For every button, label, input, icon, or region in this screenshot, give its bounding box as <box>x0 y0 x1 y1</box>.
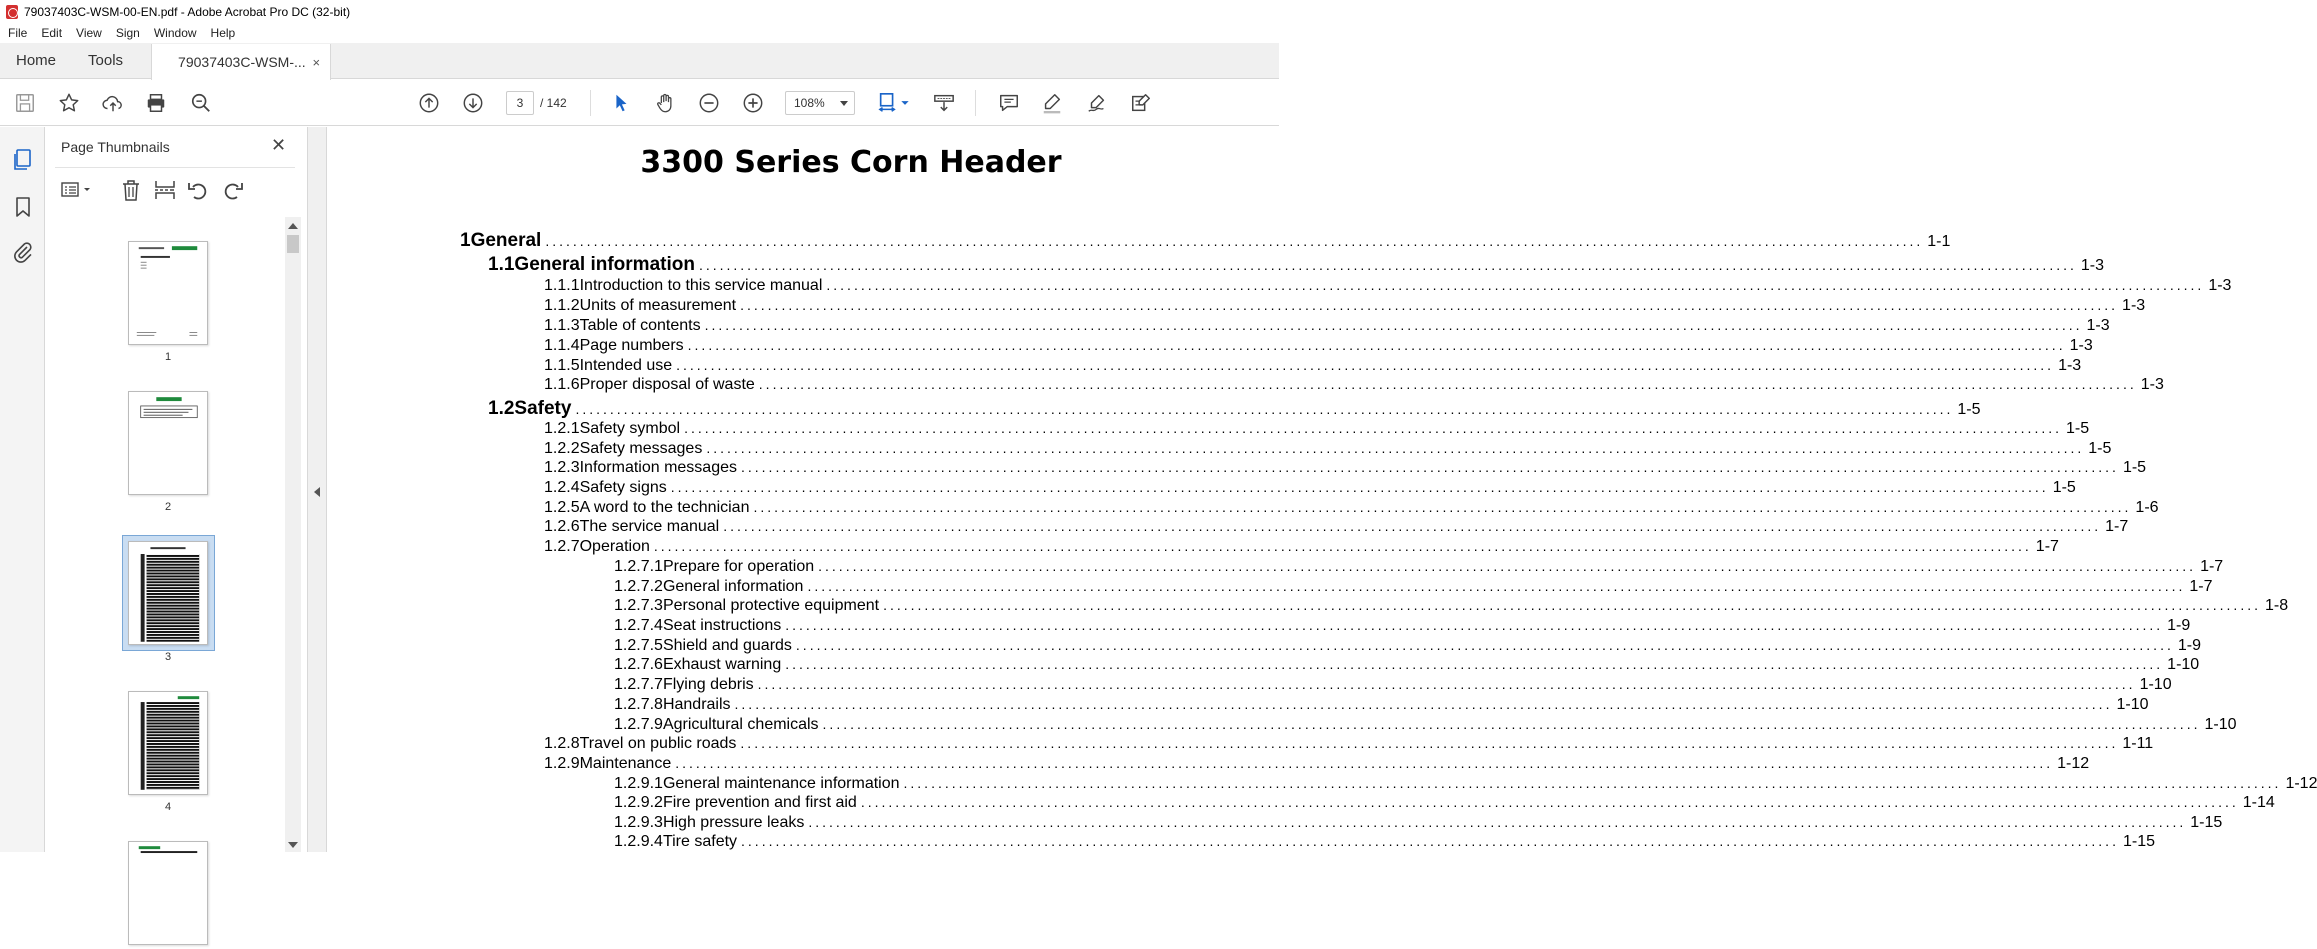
toc-entry-page: 1-3 <box>2080 257 2105 274</box>
toc-entry[interactable] <box>544 479 2076 497</box>
toc-entry-page: 1-5 <box>2122 459 2147 476</box>
toc-entry-number: 1.2.7.6 <box>614 656 663 673</box>
toc-entry[interactable] <box>614 578 2213 596</box>
toc-entry-page: 1-3 <box>2058 357 2082 374</box>
zoom-out-icon[interactable] <box>697 91 721 115</box>
toc-entry[interactable] <box>460 230 1951 252</box>
extract-pages-icon[interactable] <box>153 179 177 201</box>
toc-leader-dots: ........................................................................................................................................................................................................ <box>818 558 2197 574</box>
toc-leader-dots: ........................................................................................................................................................................................................ <box>575 401 1954 417</box>
panel-divider <box>55 167 295 168</box>
toc-leader-dots: ........................................................................................................................................................................................................ <box>808 814 2187 830</box>
toc-entry-text: Flying debris <box>662 676 754 693</box>
toc-entry[interactable] <box>544 499 2159 517</box>
toc-leader-dots: ........................................................................................................................................................................................................ <box>785 617 2164 633</box>
toc-leader-dots: ........................................................................................................................................................................................................ <box>704 317 2083 333</box>
toc-entry[interactable] <box>614 597 2289 615</box>
toc-entry-page: 1-11 <box>2122 735 2154 752</box>
thumbnail-scrollbar[interactable] <box>285 217 301 852</box>
toc-leader-dots: ........................................................................................................................................................................................................ <box>698 257 2077 273</box>
zoom-search-icon[interactable] <box>189 91 213 115</box>
toc-leader-dots: ........................................................................................................................................................................................................ <box>753 499 2132 515</box>
toc-entry-page: 1-7 <box>2189 578 2213 595</box>
toc-entry-page: 1-5 <box>2088 440 2112 457</box>
toc-entry-text: General information <box>662 578 804 595</box>
toc-leader-dots: ........................................................................................................................................................................................................ <box>675 755 2054 771</box>
toc-leader-dots: ........................................................................................................................................................................................................ <box>723 518 2102 534</box>
toc-entry[interactable] <box>614 833 2155 851</box>
toc-entry[interactable] <box>614 656 2200 674</box>
tab-home[interactable]: Home <box>16 52 57 69</box>
close-panel-icon[interactable]: ✕ <box>271 135 287 155</box>
toc-leader-dots: ........................................................................................................................................................................................................ <box>684 420 2063 436</box>
toc-leader-dots: ........................................................................................................................................................................................................ <box>741 833 2119 849</box>
toc-entry[interactable] <box>614 775 2317 793</box>
window-title: 79037403C-WSM-00-EN.pdf - Adobe Acrobat Pro DC (32-bit) <box>24 4 351 19</box>
toc-entry-number: 1.2.7.2 <box>614 578 663 595</box>
toc-entry-text: Units of measurement <box>579 297 737 314</box>
toc-entry-page: 1-3 <box>2069 337 2093 354</box>
toc-entry-page: 1-7 <box>2105 518 2129 535</box>
toc-entry[interactable] <box>544 755 2090 773</box>
toc-entry-text: Introduction to this service manual <box>579 277 823 294</box>
page-up-icon[interactable] <box>417 91 441 115</box>
toc-entry[interactable] <box>544 357 2082 375</box>
toc-entry[interactable] <box>614 558 2224 576</box>
toc-entry[interactable] <box>544 420 2090 438</box>
toc-entry-page: 1-3 <box>2122 297 2146 314</box>
toc-leader-dots: ........................................................................................................................................................................................................ <box>734 696 2113 712</box>
toc-entry-number: 1 <box>460 230 471 251</box>
title-bar <box>0 0 1279 23</box>
tab-bar <box>0 43 1279 79</box>
toc-entry-page: 1-8 <box>2265 597 2289 614</box>
toc-entry-page: 1-10 <box>2139 676 2172 693</box>
print-icon[interactable] <box>144 91 168 115</box>
toc-entry-number: 1.1.2 <box>544 297 580 314</box>
thumbnail-list <box>45 217 285 852</box>
toc-entry-page: 1-5 <box>2066 420 2090 437</box>
toc-entry-number: 1.2.7.8 <box>614 696 663 713</box>
toc-entry-number: 1.2.9.4 <box>614 833 663 850</box>
close-tab-icon[interactable]: × <box>312 54 321 70</box>
toc-leader-dots: ........................................................................................................................................................................................................ <box>676 357 2055 373</box>
acrobat-app-icon <box>6 5 18 19</box>
toc-leader-dots: ........................................................................................................................................................................................................ <box>545 233 1924 249</box>
page-thumbnail[interactable] <box>128 241 208 345</box>
toc-entry-number: 1.2.9.3 <box>614 814 663 831</box>
toc-entry[interactable] <box>544 337 2093 355</box>
highlight-pen-icon[interactable] <box>1040 91 1064 115</box>
toc-entry-text: Maintenance <box>579 755 672 772</box>
toc-entry-text: Safety signs <box>579 479 667 496</box>
toc-entry-page: 1-1 <box>1927 233 1951 250</box>
hand-icon[interactable] <box>653 91 677 115</box>
toc-entry-text: Fire prevention and first aid <box>662 794 857 811</box>
toc-entry-number: 1.2.9.1 <box>614 775 663 792</box>
tab-tools[interactable]: Tools <box>88 52 124 69</box>
toc-leader-dots: ........................................................................................................................................................................................................ <box>822 716 2201 732</box>
document-title: 3300 Series Corn Header <box>640 145 1062 180</box>
page-thumbnail[interactable] <box>128 691 208 795</box>
toc-entry-text: Exhaust warning <box>662 656 782 673</box>
toc-entry-text: Operation <box>579 538 650 555</box>
toc-entry[interactable] <box>544 277 2232 295</box>
toc-leader-dots: ........................................................................................................................................................................................................ <box>785 656 2164 672</box>
toc-entry-text: Safety <box>514 398 572 419</box>
toc-entry-number: 1.1.5 <box>544 357 580 374</box>
toc-leader-dots: ........................................................................................................................................................................................................ <box>653 538 2032 554</box>
toc-entry[interactable] <box>614 716 2237 734</box>
toc-entry-text: Table of contents <box>579 317 701 334</box>
toc-entry[interactable] <box>614 814 2223 832</box>
comment-icon[interactable] <box>997 91 1021 115</box>
main-toolbar <box>0 80 1279 126</box>
sign-icon[interactable] <box>1085 91 1109 115</box>
toc-leader-dots: ........................................................................................................................................................................................................ <box>757 676 2136 692</box>
toc-entry[interactable] <box>614 617 2191 635</box>
fill-sign-icon[interactable] <box>1129 91 1153 115</box>
menu-bar <box>0 23 1279 43</box>
toc-entry[interactable] <box>614 696 2149 714</box>
toc-entry-page: 1-12 <box>2057 755 2090 772</box>
delete-pages-icon[interactable] <box>119 179 143 201</box>
toc-entry-page: 1-5 <box>2052 479 2076 496</box>
toc-entry-text: Agricultural chemicals <box>662 716 819 733</box>
toc-entry-number: 1.1 <box>488 254 515 275</box>
toc-entry[interactable] <box>488 398 1981 420</box>
document-tab-label: 79037403C-WSM-... <box>178 54 306 70</box>
toc-entry-number: 1.2.7.3 <box>614 597 663 614</box>
thumbnail-label: 1 <box>164 351 172 363</box>
tab-document[interactable] <box>151 44 331 80</box>
toc-entry-text: Seat instructions <box>662 617 782 634</box>
toc-entry-page: 1-14 <box>2242 794 2275 811</box>
toc-leader-dots: ........................................................................................................................................................................................................ <box>670 479 2049 495</box>
toc-entry-text: High pressure leaks <box>662 814 805 831</box>
toc-leader-dots: ........................................................................................................................................................................................................ <box>687 337 2066 353</box>
toc-leader-dots: ........................................................................................................................................................................................................ <box>860 794 2239 810</box>
toc-entry-number: 1.1.3 <box>544 317 580 334</box>
toc-leader-dots: ........................................................................................................................................................................................................ <box>903 775 2282 791</box>
toc-leader-dots: ........................................................................................................................................................................................................ <box>740 735 2119 751</box>
toc-entry-number: 1.2.5 <box>544 499 580 516</box>
scroll-up-icon[interactable] <box>288 223 298 229</box>
toc-entry-text: General maintenance information <box>662 775 900 792</box>
thumbnail-label: 2 <box>164 501 172 513</box>
toc-entry[interactable] <box>614 676 2172 694</box>
page-thumbnail[interactable] <box>128 841 208 945</box>
toc-entry-number: 1.2.7.9 <box>614 716 663 733</box>
toc-leader-dots: ........................................................................................................................................................................................................ <box>740 297 2119 313</box>
chevron-down-icon <box>840 101 848 106</box>
toc-entry-number: 1.2.1 <box>544 420 580 437</box>
toc-entry-page: 1-5 <box>1957 401 1981 418</box>
toc-entry-text: Handrails <box>662 696 731 713</box>
toc-entry-text: Intended use <box>579 357 673 374</box>
fit-page-icon[interactable] <box>876 91 900 115</box>
menu-view[interactable]: View <box>76 26 102 40</box>
toc-entry[interactable] <box>544 538 2059 556</box>
toc-entry-number: 1.2.3 <box>544 459 580 476</box>
toc-entry-page: 1-9 <box>2177 637 2201 654</box>
toolbar-divider <box>975 90 976 116</box>
toc-entry-text: Prepare for operation <box>662 558 815 575</box>
panel-title: Page Thumbnails <box>61 139 170 155</box>
toc-leader-dots: ........................................................................................................................................................................................................ <box>807 578 2186 594</box>
page-thumbnail-selected[interactable] <box>128 541 208 645</box>
toc-entry[interactable] <box>544 440 2112 458</box>
save-icon[interactable] <box>13 91 37 115</box>
toc-entry-text: General <box>470 230 542 251</box>
upload-icon[interactable] <box>101 91 125 115</box>
collapse-left-icon[interactable] <box>314 487 320 497</box>
toc-entry-text: Safety symbol <box>579 420 681 437</box>
toc-entry-page: 1-3 <box>2140 376 2164 393</box>
toc-entry-number: 1.1.1 <box>544 277 580 294</box>
toc-leader-dots: ........................................................................................................................................................................................................ <box>758 376 2137 392</box>
toc-entry[interactable] <box>544 735 2154 753</box>
document-view[interactable] <box>328 127 2317 852</box>
toc-entry-page: 1-10 <box>2116 696 2149 713</box>
toc-entry[interactable] <box>544 376 2164 394</box>
menu-edit[interactable]: Edit <box>41 26 63 40</box>
toc-leader-dots: ........................................................................................................................................................................................................ <box>741 459 2119 475</box>
toc-entry-text: Shield and guards <box>662 637 792 654</box>
page-number-input[interactable]: 3 <box>506 91 534 115</box>
toc-entry-page: 1-3 <box>2086 317 2110 334</box>
toc-entry-number: 1.2.7.7 <box>614 676 663 693</box>
toc-entry-page: 1-10 <box>2204 716 2237 733</box>
page-thumbnails-icon[interactable] <box>11 148 35 172</box>
toc-entry[interactable] <box>614 637 2201 655</box>
toc-entry[interactable] <box>544 297 2146 315</box>
toc-entry-number: 1.2.9 <box>544 755 580 772</box>
toc-entry[interactable] <box>488 254 2105 276</box>
toc-entry-page: 1-7 <box>2035 538 2059 555</box>
fit-page-dropdown-icon[interactable] <box>900 91 910 115</box>
panel-collapse-bar[interactable] <box>308 127 327 852</box>
rotate-counterclockwise-icon[interactable] <box>186 179 210 201</box>
attachments-icon[interactable] <box>11 240 35 264</box>
toc-leader-dots: ........................................................................................................................................................................................................ <box>826 277 2205 293</box>
select-pointer-icon[interactable] <box>609 91 633 115</box>
toc-entry[interactable] <box>544 317 2110 335</box>
toc-entry-number: 1.2.7 <box>544 538 580 555</box>
toc-leader-dots: ........................................................................................................................................................................................................ <box>795 637 2174 653</box>
toc-leader-dots: ........................................................................................................................................................................................................ <box>883 597 2261 613</box>
toc-entry-number: 1.2.6 <box>544 518 580 535</box>
toc-entry-text: Travel on public roads <box>579 735 737 752</box>
toc-entry-page: 1-15 <box>2190 814 2223 831</box>
toc-entry-number: 1.2.2 <box>544 440 580 457</box>
toc-entry-number: 1.2.7.4 <box>614 617 663 634</box>
toc-entry-text: Information messages <box>579 459 737 476</box>
bookmark-star-icon[interactable] <box>57 91 81 115</box>
menu-file[interactable]: File <box>8 26 28 40</box>
thumbnail-label: 4 <box>164 801 172 813</box>
toc-entry-page: 1-7 <box>2200 558 2224 575</box>
toc-entry-text: General information <box>514 254 695 275</box>
toc-entry-number: 1.2.9.2 <box>614 794 663 811</box>
toc-entry-text: Proper disposal of waste <box>579 376 755 393</box>
rotate-clockwise-icon[interactable] <box>221 179 245 201</box>
page-down-icon[interactable] <box>461 91 485 115</box>
thumbnail-label: 3 <box>164 651 172 663</box>
toc-entry-text: Page numbers <box>579 337 684 354</box>
left-rail <box>0 127 45 852</box>
toc-entry-page: 1-3 <box>2208 277 2232 294</box>
scroll-down-icon[interactable] <box>288 842 298 848</box>
toc-entry[interactable] <box>614 794 2275 812</box>
toc-entry-text: The service manual <box>579 518 720 535</box>
toc-entry-page: 1-6 <box>2135 499 2159 516</box>
thumbnail-options-icon[interactable] <box>61 179 93 201</box>
zoom-level-value: 108% <box>794 96 825 110</box>
toc-entry-page: 1-12 <box>2285 775 2317 792</box>
page-total-label: / 142 <box>540 96 567 110</box>
toc-entry-page: 1-15 <box>2122 833 2155 850</box>
toc-entry-page: 1-9 <box>2167 617 2191 634</box>
toc-entry-text: Safety messages <box>579 440 703 457</box>
page-thumbnails-panel <box>45 127 308 852</box>
scroll-mode-icon[interactable] <box>932 91 956 115</box>
scrollbar-thumb[interactable] <box>287 235 299 253</box>
toc-entry[interactable] <box>544 459 2147 477</box>
toolbar-divider <box>590 90 591 116</box>
toc-entry-page: 1-10 <box>2167 656 2200 673</box>
toc-entry-number: 1.2 <box>488 398 515 419</box>
toc-entry[interactable] <box>544 518 2129 536</box>
toc-entry-number: 1.1.6 <box>544 376 580 393</box>
toc-entry-text: Tire safety <box>662 833 738 850</box>
menu-sign[interactable]: Sign <box>115 26 140 40</box>
toc-entry-number: 1.2.7.5 <box>614 637 663 654</box>
toc-entry-number: 1.1.4 <box>544 337 580 354</box>
toc-entry-text: A word to the technician <box>579 499 750 516</box>
toc-entry-text: Personal protective equipment <box>662 597 880 614</box>
toc-entry-number: 1.2.4 <box>544 479 580 496</box>
toc-entry-number: 1.2.8 <box>544 735 580 752</box>
zoom-in-icon[interactable] <box>741 91 765 115</box>
menu-help[interactable]: Help <box>210 26 236 40</box>
toc-leader-dots: ........................................................................................................................................................................................................ <box>706 440 2085 456</box>
zoom-level-select[interactable] <box>785 91 855 115</box>
menu-window[interactable]: Window <box>153 26 197 40</box>
page-thumbnail[interactable] <box>128 391 208 495</box>
bookmarks-icon[interactable] <box>11 195 35 219</box>
toc-entry-number: 1.2.7.1 <box>614 558 663 575</box>
